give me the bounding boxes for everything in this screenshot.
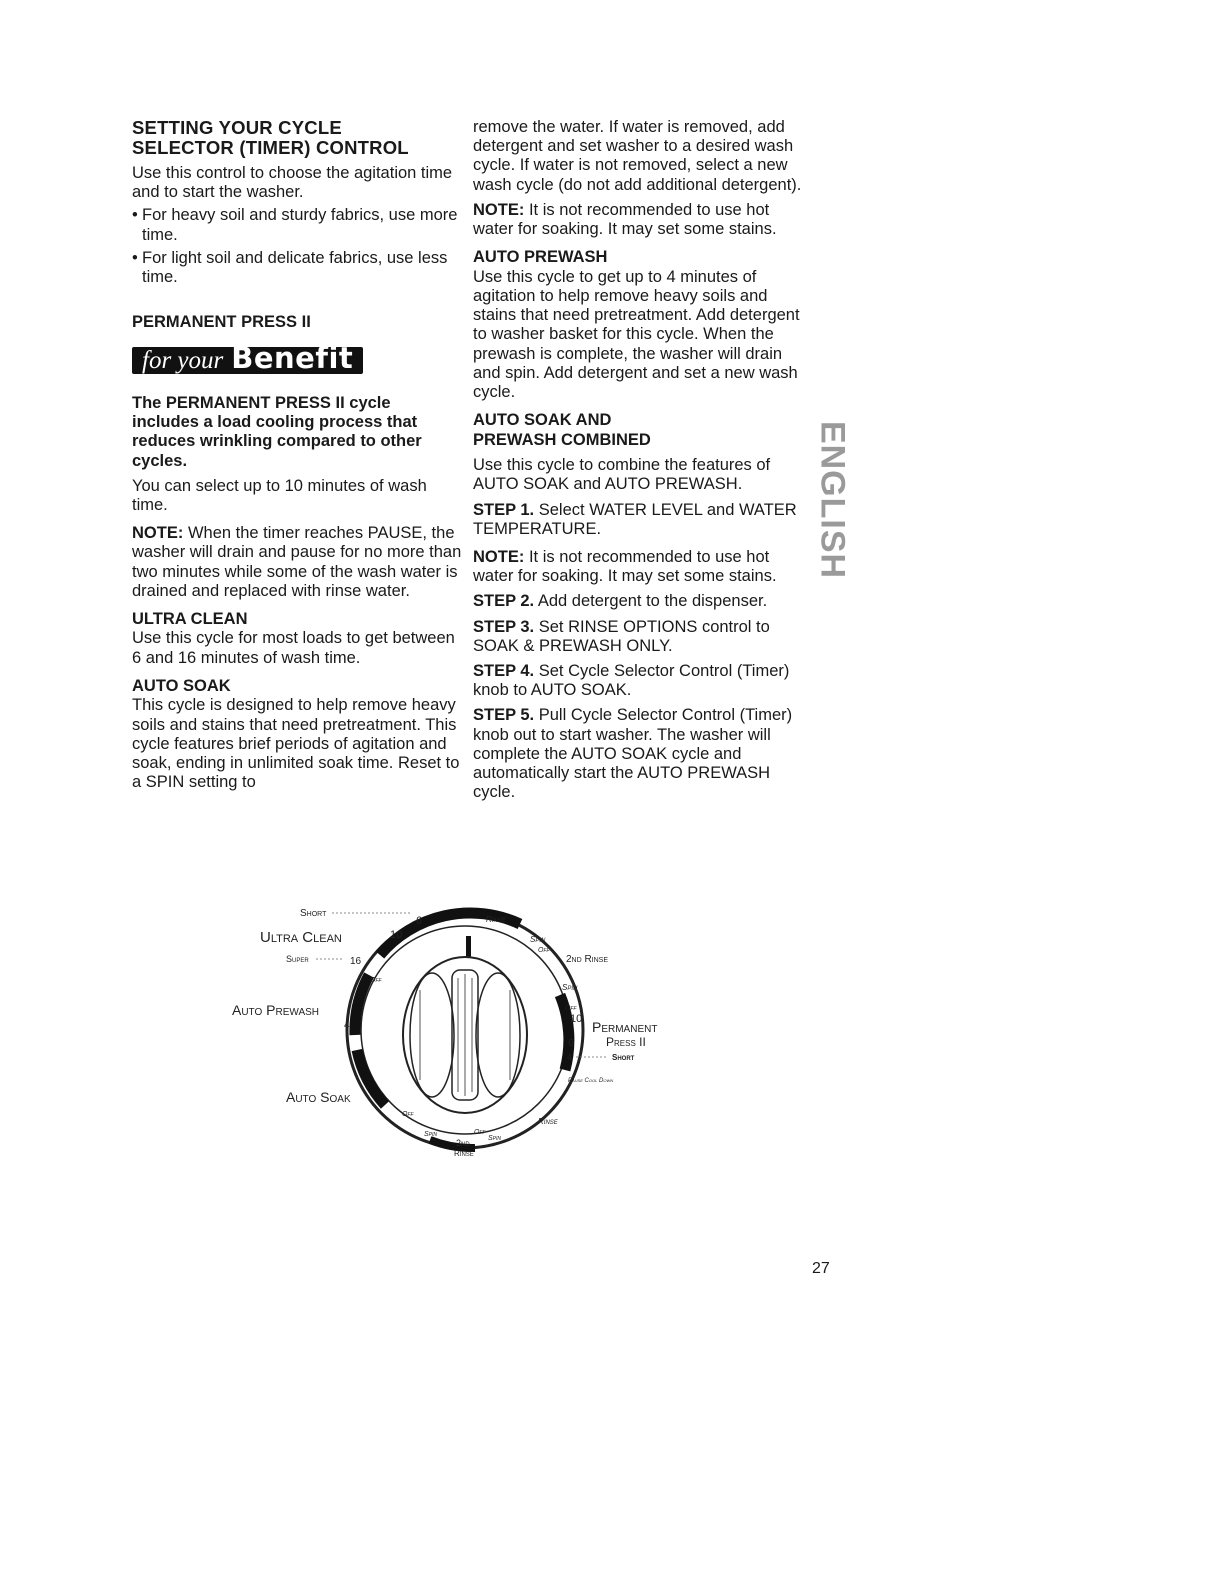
dial-label-pause: Pause Cool Down bbox=[568, 1078, 614, 1084]
dial-label-ten: 10 bbox=[390, 929, 403, 941]
dial-label-rinse: Rinse bbox=[486, 915, 506, 924]
combined-text: Use this cycle to combine the features of AUTO SOAK and AUTO PREWASH. bbox=[473, 456, 771, 494]
step-label: STEP 1. bbox=[473, 500, 535, 519]
combined-heading: AUTO SOAK AND PREWASH COMBINED bbox=[473, 411, 651, 449]
dial-label-press-ii: Press II bbox=[606, 1035, 646, 1049]
step-label: STEP 2. bbox=[473, 592, 535, 611]
dial-label-second-rinse: 2nd Rinse bbox=[566, 954, 609, 965]
ultra-clean-heading: ULTRA CLEAN bbox=[132, 609, 248, 628]
step-paragraph: STEP 1. Select WATER LEVEL and WATER TEMPERATURE. bbox=[473, 500, 797, 538]
dial-label-six: 6 bbox=[416, 915, 423, 927]
language-side-tab bbox=[813, 410, 852, 590]
step-paragraph: STEP 5. Pull Cycle Selector Control (Timer) knob out to start washer. The washer will complete the AUTO SOAK cycle and automatically start the AUTO PREWASH cycle. bbox=[473, 706, 793, 802]
soak-segment bbox=[357, 1050, 385, 1105]
dial-label-ten: 10 bbox=[570, 1013, 583, 1025]
dial-label-rinse: Rinse bbox=[538, 1117, 558, 1126]
bullet-item: • For light soil and delicate fabrics, use less time. bbox=[132, 248, 448, 287]
bullet-icon: • bbox=[132, 248, 138, 267]
dial-label-off: Off bbox=[538, 947, 550, 954]
dial-label-spin: Spin bbox=[530, 935, 546, 944]
step-paragraph: STEP 3. Set RINSE OPTIONS control to SOAK & PREWASH ONLY. bbox=[473, 617, 770, 655]
dial-label-four: 4 bbox=[344, 1020, 350, 1031]
bullet-item: • For heavy soil and sturdy fabrics, use more time. bbox=[132, 206, 458, 244]
continued-text: remove the water. If water is removed, add detergent and set washer to a desired wash cycle. If water is not removed, select a new wash cycle (do not add additional detergent). bbox=[473, 118, 802, 194]
dial-label-short: Short bbox=[612, 1053, 635, 1062]
dial-label-permanent: Permanent bbox=[592, 1019, 658, 1035]
auto-soak-heading: AUTO SOAK bbox=[132, 676, 231, 695]
bullet-icon: • bbox=[132, 206, 138, 225]
dial-label-auto-soak: Auto Soak bbox=[286, 1089, 351, 1105]
note-paragraph: NOTE: When the timer reaches PAUSE, the washer will drain and pause for no more than two minutes while some of the wash water is drained and replaced with rinse water. bbox=[132, 524, 462, 600]
auto-soak-text: This cycle is designed to help remove heavy soils and stains that need pretreatment. This cycle features brief periods of agitation and soak, ending in unlimited soak time. Reset to a SPIN setting to bbox=[132, 696, 460, 792]
dial-label-rinse: Rinse bbox=[454, 1149, 474, 1158]
note-label: NOTE: bbox=[473, 200, 525, 219]
step-label: STEP 5. bbox=[473, 706, 535, 725]
dial-label-spin: Spin bbox=[424, 1131, 438, 1138]
ultra-clean-text: Use this cycle for most loads to get between 6 and 16 minutes of wash time. bbox=[132, 629, 455, 667]
right-column bbox=[473, 118, 813, 802]
step-paragraph: STEP 4. Set Cycle Selector Control (Timer) knob to AUTO SOAK. bbox=[473, 661, 790, 700]
for-your-benefit-banner bbox=[132, 340, 363, 375]
note-label: NOTE: bbox=[473, 547, 525, 566]
dial-label-second: 2nd bbox=[456, 1138, 470, 1148]
intro-text: Use this control to choose the agitation time and to start the washer. bbox=[132, 164, 453, 202]
benefit-text: The PERMANENT PRESS II cycle includes a load cooling process that reduces wrinkling compared to other cycles. bbox=[132, 393, 422, 470]
banner-small-text: for your bbox=[142, 346, 224, 374]
step-label: STEP 3. bbox=[473, 617, 535, 636]
dial-label-six: 6 bbox=[568, 1038, 574, 1049]
language-label: ENGLISH bbox=[813, 420, 852, 580]
dial-label-off: Off bbox=[402, 1111, 414, 1118]
dial-label-ultra-clean: Ultra Clean bbox=[260, 929, 342, 946]
wash-time-text: You can select up to 10 minutes of wash time. bbox=[132, 476, 427, 514]
dial-label-super: Super bbox=[286, 954, 309, 964]
left-column bbox=[132, 118, 462, 792]
section-heading: SETTING YOUR CYCLE SELECTOR (TIMER) CONTROL bbox=[132, 117, 409, 158]
permanent-press-heading: PERMANENT PRESS II bbox=[132, 313, 311, 332]
note-paragraph: NOTE: It is not recommended to use hot water for soaking. It may set some stains. bbox=[473, 200, 777, 239]
dial-label-off: Off bbox=[565, 1005, 577, 1012]
banner-big-text: Benefit bbox=[231, 340, 354, 375]
dial-label-spin: Spin bbox=[562, 983, 578, 992]
dial-label-four: 4 bbox=[567, 1052, 573, 1062]
page-number: 27 bbox=[812, 1260, 830, 1277]
note-paragraph: NOTE: It is not recommended to use hot water for soaking. It may set some stains. bbox=[473, 547, 777, 586]
dial-label-off: Off bbox=[370, 977, 382, 984]
step-paragraph: STEP 2. Add detergent to the dispenser. bbox=[473, 592, 768, 611]
dial-label-short: Short bbox=[300, 908, 327, 919]
note-label: NOTE: bbox=[132, 524, 184, 543]
dial-label-off: Off bbox=[474, 1129, 486, 1136]
dial-label-spin: Spin bbox=[488, 1135, 502, 1142]
step-label: STEP 4. bbox=[473, 661, 535, 680]
dial-label-auto-prewash: Auto Prewash bbox=[232, 1002, 320, 1018]
cycle-selector-dial bbox=[220, 900, 700, 1170]
auto-prewash-heading: AUTO PREWASH bbox=[473, 248, 608, 267]
dial-label-sixteen: 16 bbox=[350, 956, 362, 967]
auto-prewash-text: Use this cycle to get up to 4 minutes of agitation to help remove heavy soils and stains that need pretreatment. Add detergent to washer basket for this cycle. When the prewash is complete, the washer will drain and spin. Add detergent and set a new wash cycle. bbox=[473, 267, 800, 401]
